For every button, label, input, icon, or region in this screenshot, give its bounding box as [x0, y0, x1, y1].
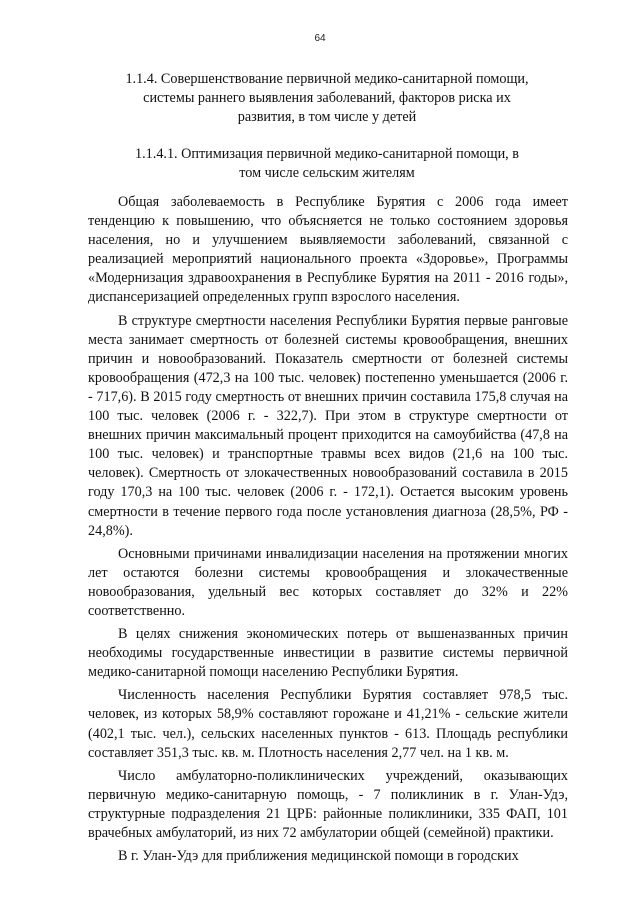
heading-line: 1.1.4. Совершенствование первичной медико-санитарной помощи,: [125, 71, 529, 87]
paragraph-population: Численность населения Республики Бурятия составляет 978,5 тыс. человек, из которых 58,9% составляют горожане и 41,21% - сельские жители (402,1 тыс. чел.), сельских населенных пунктов - 613. Площадь республики составляет 351,3 тыс. кв. м. Плотность населения 2,77 чел. на 1 кв. м.: [88, 687, 568, 761]
section-heading-1-1-4: [88, 70, 566, 127]
page-number: 64: [314, 33, 326, 44]
paragraph-disability-causes: Основными причинами инвалидизации населения на протяжении многих лет остаются болезни системы кровообращения и злокачественные новообразования, удельный вес которых составляет до 32% и 22% соответственно.: [88, 545, 568, 619]
body-text: [88, 193, 568, 866]
heading-line: развития, в том числе у детей: [237, 109, 417, 125]
section-heading-1-1-4-1: [88, 145, 566, 183]
paragraph-investments: В целях снижения экономических потерь от вышеназванных причин необходимы государственные инвестиции в развитие системы первичной медико-санитарной помощи населению Республики Бурятия.: [88, 626, 568, 681]
heading-line: 1.1.4.1. Оптимизация первичной медико-санитарной помощи, в: [135, 146, 519, 162]
heading-line: системы раннего выявления заболеваний, факторов риска их: [143, 90, 511, 106]
paragraph-mortality-structure: В структуре смертности населения Республики Бурятия первые ранговые места занимает смертность от болезней системы кровообращения, внешних причин и новообразований. Показатель смертности от болезней системы кровообращения (472,3 на 100 тыс. человек) постепенно уменьшается (2006 г. - 717,6). В 2015 году смертность от внешних причин составила 175,8 случая на 100 тыс. человек (2006 г. - 322,7). При этом в структуре смертности от внешних причин максимальный процент приходится на самоубийства (47,8 на 100 тыс. человек) и транспортные травмы всех видов (21,6 на 100 тыс. человек). Смертность от злокачественных новообразований составила в 2015 году 170,3 на 100 тыс. человек (2006 г. - 172,1). Остается высоким уровень смертности в течение первого года после установления диагноза (28,5%, РФ - 24,8%).: [88, 312, 568, 539]
paragraph-ulan-ude: В г. Улан-Удэ для приближения медицинской помощи в городских: [118, 848, 519, 865]
paragraph-outpatient-facilities: Число амбулаторно-поликлинических учреждений, оказывающих первичную медико-санитарную помощь, - 7 поликлиник в г. Улан-Удэ, структурные подразделения 21 ЦРБ: районные поликлиники, 335 ФАП, 101 врачебных амбулаторий, из них 72 амбулатории общей (семейной) практики.: [88, 767, 568, 841]
paragraph-morbidity: Общая заболеваемость в Республике Бурятия с 2006 года имеет тенденцию к повышению, что объясняется не только состоянием здоровья населения, но и улучшением выявляемости заболеваний, связанной с реализацией мероприятий национального проекта «Здоровье», Программы «Модернизация здравоохранения в Республике Бурятия на 2011 - 2016 годы», диспансеризацией определенных групп взрослого населения.: [88, 194, 568, 306]
heading-line: том числе сельским жителям: [239, 165, 415, 181]
